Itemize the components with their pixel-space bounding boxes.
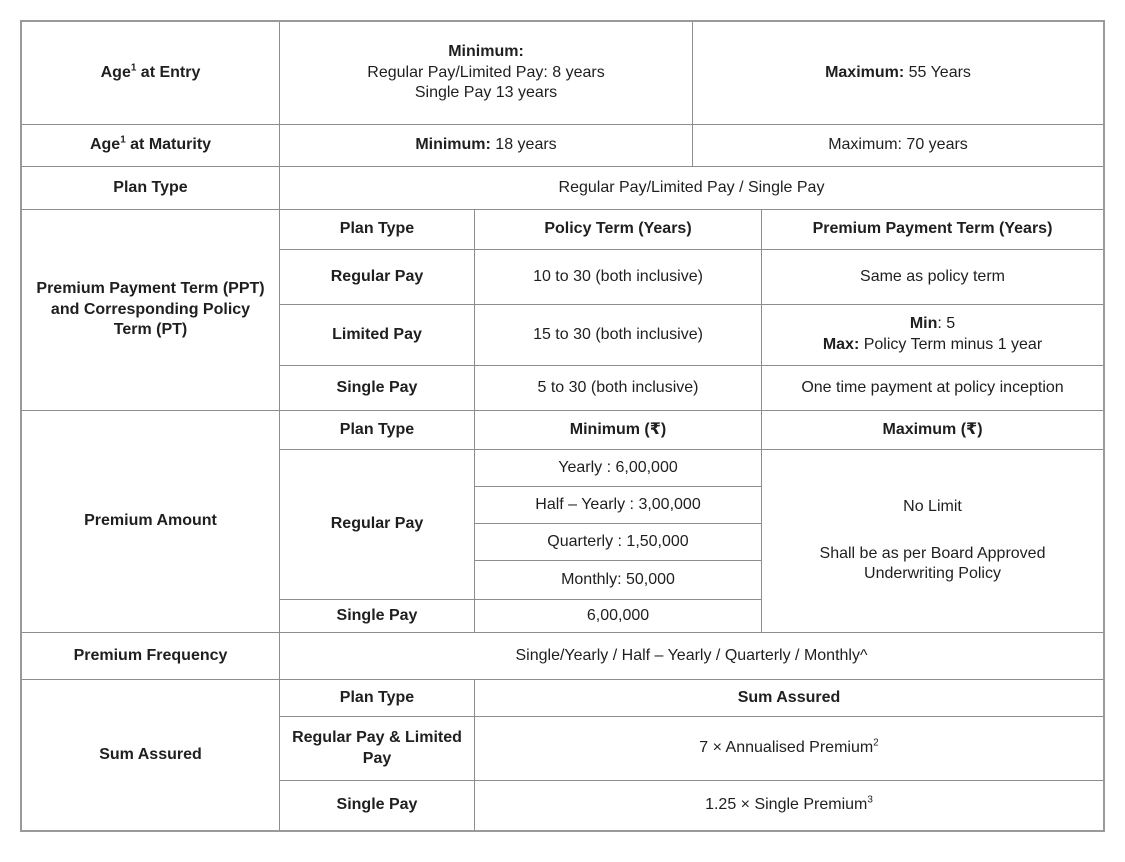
pa-minimum-half-yearly-cell [475, 487, 762, 524]
age-entry-maximum-label: Maximum: [825, 63, 905, 81]
age-entry-minimum-title: Minimum: [448, 42, 524, 60]
pa-header-plan-text: Plan Type [339, 420, 415, 438]
sa-header-plan-type [280, 680, 475, 717]
sa-single-value-text: 1.25 × Single Premium [705, 796, 868, 814]
age-entry-label-text: Age [100, 63, 131, 81]
ppt-single-payment-term-text: One time payment at policy inception [801, 378, 1064, 396]
premium-amount-subtable [280, 411, 1103, 633]
age-maturity-minimum-label: Minimum: [415, 136, 491, 154]
age-entry-minimum-line2: Single Pay 13 years [414, 84, 558, 102]
ppt-limited-payment-term-cell [762, 305, 1103, 366]
ppt-row-single-pay [280, 366, 1103, 411]
premium-frequency-value-cell [280, 633, 1103, 680]
plan-type-value: Regular Pay/Limited Pay / Single Pay [558, 178, 825, 196]
ppt-single-policy-term-text: 5 to 30 (both inclusive) [537, 378, 699, 396]
age-maturity-label-suffix: at Maturity [125, 136, 212, 154]
row-plan-type [22, 167, 1103, 210]
sum-assured-subtable [280, 680, 1103, 830]
ppt-limited-min-label: Min [909, 315, 938, 333]
ppt-header-plan-text: Plan Type [339, 220, 415, 238]
age-entry-label-suffix: at Entry [136, 63, 201, 81]
pa-header-maximum-text: Maximum (₹) [882, 420, 983, 438]
pa-single-plan-cell [280, 600, 475, 633]
age-maturity-minimum-value: 18 years [490, 136, 557, 154]
sa-single-plan-cell [280, 781, 475, 830]
pa-header-minimum-text: Minimum (₹) [569, 420, 667, 438]
ppt-row-limited-pay [280, 305, 1103, 366]
ppt-single-plan-cell [280, 366, 475, 411]
ppt-header-payment-text: Premium Payment Term (Years) [812, 220, 1053, 238]
ppt-regular-plan-cell [280, 250, 475, 305]
pa-maximum-merged-cell [762, 450, 1103, 633]
row-premium-frequency [22, 633, 1103, 680]
ppt-limited-min-value: : 5 [937, 315, 956, 333]
pa-single-plan-text: Single Pay [336, 606, 418, 624]
ppt-header-policy-term [475, 210, 762, 250]
pa-minimum-quarterly-text: Quarterly : 1,50,000 [547, 532, 689, 550]
ppt-limited-policy-term-cell [475, 305, 762, 366]
ppt-limited-max-value: Policy Term minus 1 year [859, 336, 1043, 353]
ppt-header-policy-text: Policy Term (Years) [544, 220, 692, 238]
ppt-subtable [280, 210, 1103, 411]
sum-assured-label-text: Sum Assured [99, 745, 202, 763]
ppt-regular-payment-term-text: Same as policy term [860, 267, 1005, 285]
pa-minimum-monthly-cell [475, 561, 762, 600]
age-maturity-label-text: Age [89, 136, 121, 154]
row-age-at-entry [22, 22, 1103, 125]
pa-minimum-half-yearly-text: Half – Yearly : 3,00,000 [535, 495, 701, 513]
sa-header-sum-text: Sum Assured [737, 688, 841, 706]
ppt-single-payment-term-cell [762, 366, 1103, 411]
sa-header-plan-text: Plan Type [339, 688, 415, 706]
ppt-single-policy-term-cell [475, 366, 762, 411]
ppt-regular-plan-text: Regular Pay [330, 267, 424, 285]
premium-amount-label [22, 411, 280, 633]
premium-amount-body [280, 450, 1103, 633]
sa-regular-limited-plan-cell [280, 717, 475, 781]
pa-minimum-yearly-cell [475, 450, 762, 487]
sa-regular-limited-footnote-sup: 2 [873, 737, 879, 749]
ppt-limited-plan-cell [280, 305, 475, 366]
ppt-header-row [280, 210, 1103, 250]
ppt-single-plan-text: Single Pay [336, 378, 418, 396]
plan-type-label-text: Plan Type [113, 178, 188, 196]
row-ppt-pt [22, 210, 1103, 411]
sum-assured-label [22, 680, 280, 830]
row-age-at-maturity [22, 125, 1103, 167]
sa-row-single-pay [280, 781, 1103, 830]
ppt-regular-policy-term-text: 10 to 30 (both inclusive) [533, 267, 703, 285]
row-premium-amount [22, 411, 1103, 633]
age-entry-minimum-cell [280, 22, 693, 125]
policy-eligibility-table [20, 20, 1105, 832]
premium-amount-label-text: Premium Amount [84, 512, 217, 530]
age-maturity-footnote-sup: 1 [120, 134, 126, 146]
sum-assured-header-row [280, 680, 1103, 717]
ppt-row-regular-pay [280, 250, 1103, 305]
ppt-limited-plan-text: Limited Pay [332, 325, 422, 343]
pa-plan-column [280, 450, 475, 633]
pa-minimum-yearly-text: Yearly : 6,00,000 [558, 458, 678, 476]
pa-regular-plan-text: Regular Pay [330, 515, 424, 533]
sa-regular-limited-plan-text: Regular Pay & Limited Pay [292, 728, 462, 767]
sa-regular-limited-value-cell [475, 717, 1103, 781]
ppt-regular-payment-term-cell [762, 250, 1103, 305]
sa-single-value-cell [475, 781, 1103, 830]
premium-frequency-label [22, 633, 280, 680]
pa-maximum-no-limit-text: No Limit [903, 497, 962, 515]
premium-frequency-label-text: Premium Frequency [73, 646, 228, 664]
pa-minimum-column [475, 450, 762, 633]
ppt-label-text: Premium Payment Term (PPT) and Corresponding Policy Term (PT) [36, 279, 265, 339]
sa-row-regular-limited [280, 717, 1103, 781]
sa-regular-limited-value-text: 7 × Annualised Premium [699, 739, 874, 757]
ppt-limited-max-label: Max: [822, 336, 860, 353]
pa-single-minimum-cell [475, 600, 762, 633]
pa-single-minimum-text: 6,00,000 [586, 606, 650, 624]
sa-single-plan-text: Single Pay [336, 796, 418, 814]
age-maturity-maximum-cell [693, 125, 1103, 167]
age-maturity-minimum-cell [280, 125, 693, 167]
age-entry-footnote-sup: 1 [130, 62, 137, 74]
plan-type-label [22, 167, 280, 210]
ppt-label [22, 210, 280, 411]
age-maturity-label [22, 125, 280, 167]
row-sum-assured [22, 680, 1103, 830]
pa-maximum-policy-text: Shall be as per Board Approved Underwriting Policy [819, 544, 1046, 583]
age-entry-maximum-value: 55 Years [904, 63, 971, 81]
pa-regular-plan-cell [280, 450, 475, 600]
ppt-header-payment-term [762, 210, 1103, 250]
pa-minimum-monthly-text: Monthly: 50,000 [561, 570, 675, 588]
age-entry-maximum-cell [693, 22, 1103, 125]
age-maturity-maximum-value: Maximum: 70 years [828, 136, 968, 154]
pa-header-maximum [762, 411, 1103, 450]
pa-header-minimum [475, 411, 762, 450]
premium-frequency-value: Single/Yearly / Half – Yearly / Quarterly / Monthly^ [515, 646, 868, 664]
ppt-regular-policy-term-cell [475, 250, 762, 305]
premium-amount-header-row [280, 411, 1103, 450]
age-entry-label [22, 22, 280, 125]
age-entry-minimum-line1: Regular Pay/Limited Pay: 8 years [367, 63, 605, 81]
ppt-limited-policy-term-text: 15 to 30 (both inclusive) [533, 325, 703, 343]
plan-type-value-cell [280, 167, 1103, 210]
pa-minimum-quarterly-cell [475, 524, 762, 561]
pa-header-plan-type [280, 411, 475, 450]
sa-single-footnote-sup: 3 [867, 794, 873, 806]
ppt-header-plan-type [280, 210, 475, 250]
sa-header-sum-assured [475, 680, 1103, 717]
